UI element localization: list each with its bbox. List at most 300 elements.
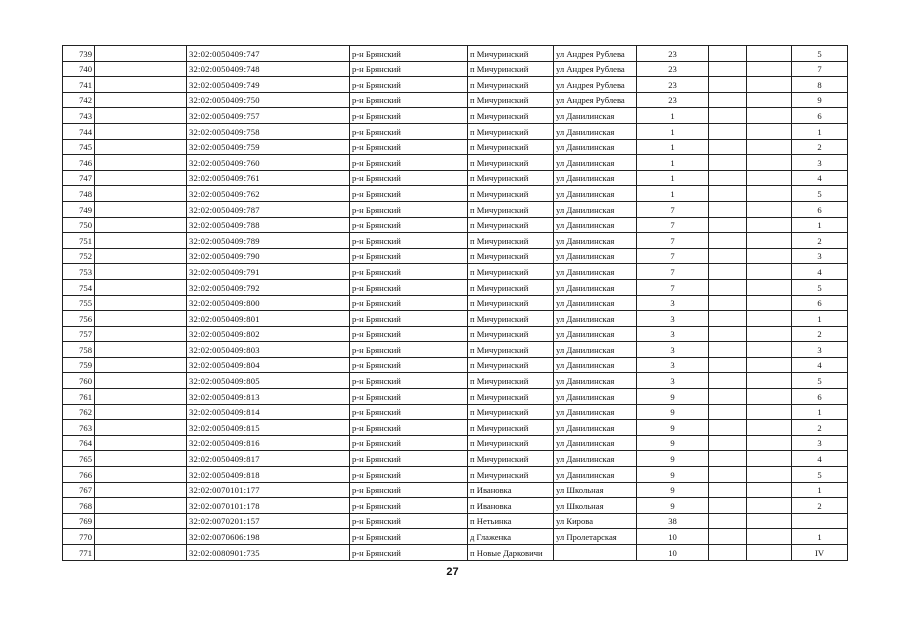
street-cell: ул Школьная xyxy=(554,482,637,498)
empty-cell xyxy=(95,139,187,155)
empty-cell xyxy=(95,404,187,420)
row-number: 761 xyxy=(63,389,95,405)
empty-cell xyxy=(747,279,792,295)
cadastral-number: 32:02:0050409:748 xyxy=(187,61,350,77)
district-cell: р-н Брянский xyxy=(350,264,468,280)
row-number: 765 xyxy=(63,451,95,467)
house-cell: 9 xyxy=(637,404,709,420)
settlement-cell: п Мичуринский xyxy=(468,279,554,295)
settlement-cell: п Мичуринский xyxy=(468,201,554,217)
row-number: 757 xyxy=(63,326,95,342)
flat-cell: 1 xyxy=(792,529,848,545)
table-row xyxy=(63,467,848,483)
table-row xyxy=(63,233,848,249)
settlement-cell: п Мичуринский xyxy=(468,139,554,155)
flat-cell: 3 xyxy=(792,342,848,358)
table-row xyxy=(63,311,848,327)
empty-cell xyxy=(95,373,187,389)
empty-cell xyxy=(709,92,747,108)
flat-cell: 4 xyxy=(792,357,848,373)
district-cell: р-н Брянский xyxy=(350,201,468,217)
table-row xyxy=(63,295,848,311)
district-cell: р-н Брянский xyxy=(350,233,468,249)
street-cell: ул Данилинская xyxy=(554,201,637,217)
street-cell: ул Данилинская xyxy=(554,123,637,139)
empty-cell xyxy=(95,389,187,405)
empty-cell xyxy=(747,217,792,233)
flat-cell: 6 xyxy=(792,295,848,311)
street-cell: ул Данилинская xyxy=(554,217,637,233)
district-cell: р-н Брянский xyxy=(350,46,468,62)
cadastral-number: 32:02:0050409:800 xyxy=(187,295,350,311)
empty-cell xyxy=(95,311,187,327)
empty-cell xyxy=(95,357,187,373)
row-number: 762 xyxy=(63,404,95,420)
table-row xyxy=(63,92,848,108)
table-row xyxy=(63,326,848,342)
house-cell: 9 xyxy=(637,389,709,405)
house-cell: 3 xyxy=(637,311,709,327)
cadastral-number: 32:02:0050409:817 xyxy=(187,451,350,467)
flat-cell: 5 xyxy=(792,186,848,202)
empty-cell xyxy=(95,170,187,186)
empty-cell xyxy=(95,186,187,202)
empty-cell xyxy=(709,311,747,327)
district-cell: р-н Брянский xyxy=(350,342,468,358)
cadastral-number: 32:02:0070606:198 xyxy=(187,529,350,545)
flat-cell: 1 xyxy=(792,482,848,498)
table-row xyxy=(63,217,848,233)
table-row xyxy=(63,389,848,405)
empty-cell xyxy=(95,467,187,483)
street-cell: ул Андрея Рублева xyxy=(554,61,637,77)
district-cell: р-н Брянский xyxy=(350,389,468,405)
empty-cell xyxy=(747,326,792,342)
cadastral-number: 32:02:0050409:788 xyxy=(187,217,350,233)
flat-cell: 2 xyxy=(792,420,848,436)
cadastral-number: 32:02:0050409:792 xyxy=(187,279,350,295)
house-cell: 1 xyxy=(637,170,709,186)
street-cell: ул Данилинская xyxy=(554,279,637,295)
empty-cell xyxy=(709,451,747,467)
flat-cell: 4 xyxy=(792,451,848,467)
table-row xyxy=(63,513,848,529)
empty-cell xyxy=(95,217,187,233)
flat-cell: 9 xyxy=(792,92,848,108)
flat-cell: 5 xyxy=(792,279,848,295)
street-cell: ул Данилинская xyxy=(554,233,637,249)
settlement-cell: п Мичуринский xyxy=(468,248,554,264)
cadastral-number: 32:02:0050409:816 xyxy=(187,435,350,451)
table-row xyxy=(63,264,848,280)
table-row xyxy=(63,123,848,139)
cadastral-number: 32:02:0050409:803 xyxy=(187,342,350,358)
settlement-cell: п Мичуринский xyxy=(468,435,554,451)
empty-cell xyxy=(747,61,792,77)
settlement-cell: п Ивановка xyxy=(468,482,554,498)
flat-cell: 1 xyxy=(792,123,848,139)
empty-cell xyxy=(95,451,187,467)
empty-cell xyxy=(747,451,792,467)
district-cell: р-н Брянский xyxy=(350,435,468,451)
empty-cell xyxy=(709,123,747,139)
settlement-cell: п Мичуринский xyxy=(468,233,554,249)
district-cell: р-н Брянский xyxy=(350,482,468,498)
district-cell: р-н Брянский xyxy=(350,170,468,186)
property-register-table xyxy=(62,45,848,561)
empty-cell xyxy=(95,498,187,514)
empty-cell xyxy=(95,264,187,280)
cadastral-number: 32:02:0050409:761 xyxy=(187,170,350,186)
house-cell: 3 xyxy=(637,295,709,311)
empty-cell xyxy=(709,373,747,389)
empty-cell xyxy=(95,201,187,217)
row-number: 752 xyxy=(63,248,95,264)
table-row xyxy=(63,46,848,62)
cadastral-number: 32:02:0050409:757 xyxy=(187,108,350,124)
flat-cell: 5 xyxy=(792,373,848,389)
empty-cell xyxy=(747,201,792,217)
flat-cell: 1 xyxy=(792,404,848,420)
empty-cell xyxy=(747,170,792,186)
empty-cell xyxy=(95,435,187,451)
empty-cell xyxy=(709,357,747,373)
street-cell: ул Данилинская xyxy=(554,357,637,373)
row-number: 766 xyxy=(63,467,95,483)
table-row xyxy=(63,404,848,420)
empty-cell xyxy=(747,295,792,311)
settlement-cell: п Мичуринский xyxy=(468,420,554,436)
flat-cell: 5 xyxy=(792,46,848,62)
row-number: 758 xyxy=(63,342,95,358)
row-number: 740 xyxy=(63,61,95,77)
cadastral-number: 32:02:0050409:801 xyxy=(187,311,350,327)
row-number: 739 xyxy=(63,46,95,62)
house-cell: 3 xyxy=(637,373,709,389)
district-cell: р-н Брянский xyxy=(350,217,468,233)
flat-cell: 3 xyxy=(792,248,848,264)
empty-cell xyxy=(95,248,187,264)
district-cell: р-н Брянский xyxy=(350,513,468,529)
empty-cell xyxy=(747,77,792,93)
cadastral-number: 32:02:0050409:787 xyxy=(187,201,350,217)
street-cell: ул Данилинская xyxy=(554,248,637,264)
street-cell: ул Данилинская xyxy=(554,295,637,311)
empty-cell xyxy=(709,513,747,529)
empty-cell xyxy=(709,498,747,514)
district-cell: р-н Брянский xyxy=(350,61,468,77)
table-row xyxy=(63,155,848,171)
house-cell: 3 xyxy=(637,342,709,358)
empty-cell xyxy=(709,482,747,498)
street-cell: ул Данилинская xyxy=(554,311,637,327)
empty-cell xyxy=(709,186,747,202)
street-cell: ул Андрея Рублева xyxy=(554,77,637,93)
cadastral-number: 32:02:0050409:758 xyxy=(187,123,350,139)
row-number: 743 xyxy=(63,108,95,124)
empty-cell xyxy=(747,155,792,171)
cadastral-number: 32:02:0050409:747 xyxy=(187,46,350,62)
empty-cell xyxy=(709,248,747,264)
district-cell: р-н Брянский xyxy=(350,373,468,389)
settlement-cell: п Мичуринский xyxy=(468,467,554,483)
settlement-cell: п Мичуринский xyxy=(468,295,554,311)
empty-cell xyxy=(95,279,187,295)
settlement-cell: п Нетьинка xyxy=(468,513,554,529)
house-cell: 7 xyxy=(637,264,709,280)
empty-cell xyxy=(709,217,747,233)
street-cell: ул Данилинская xyxy=(554,155,637,171)
table-row xyxy=(63,498,848,514)
district-cell: р-н Брянский xyxy=(350,155,468,171)
empty-cell xyxy=(747,311,792,327)
flat-cell: 2 xyxy=(792,233,848,249)
empty-cell xyxy=(747,545,792,561)
empty-cell xyxy=(747,373,792,389)
street-cell: ул Школьная xyxy=(554,498,637,514)
cadastral-number: 32:02:0050409:760 xyxy=(187,155,350,171)
flat-cell: 1 xyxy=(792,311,848,327)
house-cell: 9 xyxy=(637,420,709,436)
row-number: 767 xyxy=(63,482,95,498)
empty-cell xyxy=(747,498,792,514)
empty-cell xyxy=(95,545,187,561)
row-number: 745 xyxy=(63,139,95,155)
flat-cell: 6 xyxy=(792,201,848,217)
street-cell: ул Данилинская xyxy=(554,451,637,467)
row-number: 760 xyxy=(63,373,95,389)
empty-cell xyxy=(747,435,792,451)
house-cell: 10 xyxy=(637,545,709,561)
settlement-cell: п Мичуринский xyxy=(468,264,554,280)
house-cell: 1 xyxy=(637,139,709,155)
row-number: 764 xyxy=(63,435,95,451)
street-cell: ул Кирова xyxy=(554,513,637,529)
street-cell: ул Данилинская xyxy=(554,139,637,155)
settlement-cell: п Мичуринский xyxy=(468,404,554,420)
empty-cell xyxy=(95,123,187,139)
cadastral-number: 32:02:0050409:790 xyxy=(187,248,350,264)
empty-cell xyxy=(747,108,792,124)
cadastral-number: 32:02:0050409:750 xyxy=(187,92,350,108)
house-cell: 23 xyxy=(637,92,709,108)
table-row xyxy=(63,451,848,467)
cadastral-number: 32:02:0050409:805 xyxy=(187,373,350,389)
settlement-cell: п Мичуринский xyxy=(468,170,554,186)
empty-cell xyxy=(747,186,792,202)
table-row xyxy=(63,529,848,545)
table-body xyxy=(63,46,848,561)
settlement-cell: п Мичуринский xyxy=(468,311,554,327)
row-number: 741 xyxy=(63,77,95,93)
cadastral-number: 32:02:0070201:157 xyxy=(187,513,350,529)
district-cell: р-н Брянский xyxy=(350,279,468,295)
table-row xyxy=(63,373,848,389)
cadastral-number: 32:02:0050409:813 xyxy=(187,389,350,405)
table-row xyxy=(63,435,848,451)
house-cell: 3 xyxy=(637,357,709,373)
empty-cell xyxy=(95,92,187,108)
cadastral-number: 32:02:0050409:818 xyxy=(187,467,350,483)
district-cell: р-н Брянский xyxy=(350,295,468,311)
street-cell: ул Андрея Рублева xyxy=(554,92,637,108)
empty-cell xyxy=(95,61,187,77)
row-number: 763 xyxy=(63,420,95,436)
empty-cell xyxy=(709,467,747,483)
house-cell: 1 xyxy=(637,155,709,171)
table-row xyxy=(63,61,848,77)
house-cell: 1 xyxy=(637,108,709,124)
street-cell: ул Пролетарская xyxy=(554,529,637,545)
empty-cell xyxy=(95,326,187,342)
house-cell: 23 xyxy=(637,46,709,62)
cadastral-number: 32:02:0080901:735 xyxy=(187,545,350,561)
house-cell: 9 xyxy=(637,435,709,451)
district-cell: р-н Брянский xyxy=(350,451,468,467)
house-cell: 1 xyxy=(637,123,709,139)
settlement-cell: п Мичуринский xyxy=(468,92,554,108)
row-number: 748 xyxy=(63,186,95,202)
settlement-cell: п Мичуринский xyxy=(468,389,554,405)
empty-cell xyxy=(709,108,747,124)
table-row xyxy=(63,279,848,295)
settlement-cell: п Мичуринский xyxy=(468,186,554,202)
settlement-cell: п Мичуринский xyxy=(468,342,554,358)
empty-cell xyxy=(747,92,792,108)
empty-cell xyxy=(95,108,187,124)
empty-cell xyxy=(709,139,747,155)
row-number: 753 xyxy=(63,264,95,280)
flat-cell: 5 xyxy=(792,467,848,483)
empty-cell xyxy=(709,155,747,171)
row-number: 756 xyxy=(63,311,95,327)
row-number: 768 xyxy=(63,498,95,514)
house-cell: 7 xyxy=(637,217,709,233)
cadastral-number: 32:02:0050409:789 xyxy=(187,233,350,249)
district-cell: р-н Брянский xyxy=(350,545,468,561)
house-cell: 3 xyxy=(637,326,709,342)
table-row xyxy=(63,342,848,358)
district-cell: р-н Брянский xyxy=(350,404,468,420)
district-cell: р-н Брянский xyxy=(350,186,468,202)
district-cell: р-н Брянский xyxy=(350,311,468,327)
empty-cell xyxy=(747,467,792,483)
street-cell: ул Данилинская xyxy=(554,342,637,358)
flat-cell xyxy=(792,513,848,529)
empty-cell xyxy=(709,77,747,93)
row-number: 747 xyxy=(63,170,95,186)
row-number: 744 xyxy=(63,123,95,139)
settlement-cell: п Мичуринский xyxy=(468,61,554,77)
house-cell: 23 xyxy=(637,61,709,77)
house-cell: 9 xyxy=(637,451,709,467)
empty-cell xyxy=(95,46,187,62)
page-number: 27 xyxy=(446,566,459,578)
street-cell: ул Данилинская xyxy=(554,108,637,124)
empty-cell xyxy=(95,155,187,171)
empty-cell xyxy=(709,342,747,358)
street-cell xyxy=(554,545,637,561)
settlement-cell: п Мичуринский xyxy=(468,326,554,342)
empty-cell xyxy=(747,248,792,264)
district-cell: р-н Брянский xyxy=(350,123,468,139)
cadastral-number: 32:02:0050409:804 xyxy=(187,357,350,373)
empty-cell xyxy=(709,279,747,295)
table-row xyxy=(63,482,848,498)
empty-cell xyxy=(709,46,747,62)
table-row xyxy=(63,357,848,373)
cadastral-number: 32:02:0050409:815 xyxy=(187,420,350,436)
empty-cell xyxy=(95,342,187,358)
row-number: 750 xyxy=(63,217,95,233)
house-cell: 7 xyxy=(637,201,709,217)
house-cell: 9 xyxy=(637,482,709,498)
row-number: 770 xyxy=(63,529,95,545)
row-number: 755 xyxy=(63,295,95,311)
flat-cell: 6 xyxy=(792,108,848,124)
street-cell: ул Данилинская xyxy=(554,404,637,420)
flat-cell: 7 xyxy=(792,61,848,77)
district-cell: р-н Брянский xyxy=(350,420,468,436)
settlement-cell: п Мичуринский xyxy=(468,155,554,171)
empty-cell xyxy=(95,233,187,249)
empty-cell xyxy=(709,420,747,436)
street-cell: ул Данилинская xyxy=(554,186,637,202)
empty-cell xyxy=(709,389,747,405)
table-row xyxy=(63,420,848,436)
empty-cell xyxy=(709,404,747,420)
row-number: 769 xyxy=(63,513,95,529)
settlement-cell: п Мичуринский xyxy=(468,373,554,389)
district-cell: р-н Брянский xyxy=(350,108,468,124)
empty-cell xyxy=(747,404,792,420)
cadastral-number: 32:02:0050409:791 xyxy=(187,264,350,280)
empty-cell xyxy=(95,420,187,436)
flat-cell: 2 xyxy=(792,498,848,514)
flat-cell: 2 xyxy=(792,139,848,155)
table-row xyxy=(63,170,848,186)
empty-cell xyxy=(747,389,792,405)
street-cell: ул Данилинская xyxy=(554,326,637,342)
house-cell: 1 xyxy=(637,186,709,202)
settlement-cell: п Мичуринский xyxy=(468,77,554,93)
empty-cell xyxy=(709,233,747,249)
street-cell: ул Данилинская xyxy=(554,467,637,483)
empty-cell xyxy=(747,420,792,436)
empty-cell xyxy=(747,46,792,62)
flat-cell: 6 xyxy=(792,389,848,405)
cadastral-number: 32:02:0050409:759 xyxy=(187,139,350,155)
empty-cell xyxy=(709,545,747,561)
house-cell: 38 xyxy=(637,513,709,529)
district-cell: р-н Брянский xyxy=(350,92,468,108)
cadastral-number: 32:02:0050409:762 xyxy=(187,186,350,202)
district-cell: р-н Брянский xyxy=(350,498,468,514)
district-cell: р-н Брянский xyxy=(350,248,468,264)
settlement-cell: п Мичуринский xyxy=(468,108,554,124)
flat-cell: 3 xyxy=(792,155,848,171)
cadastral-number: 32:02:0050409:749 xyxy=(187,77,350,93)
empty-cell xyxy=(709,295,747,311)
district-cell: р-н Брянский xyxy=(350,139,468,155)
empty-cell xyxy=(95,513,187,529)
empty-cell xyxy=(747,233,792,249)
row-number: 751 xyxy=(63,233,95,249)
street-cell: ул Андрея Рублева xyxy=(554,46,637,62)
district-cell: р-н Брянский xyxy=(350,357,468,373)
row-number: 746 xyxy=(63,155,95,171)
table-row xyxy=(63,248,848,264)
